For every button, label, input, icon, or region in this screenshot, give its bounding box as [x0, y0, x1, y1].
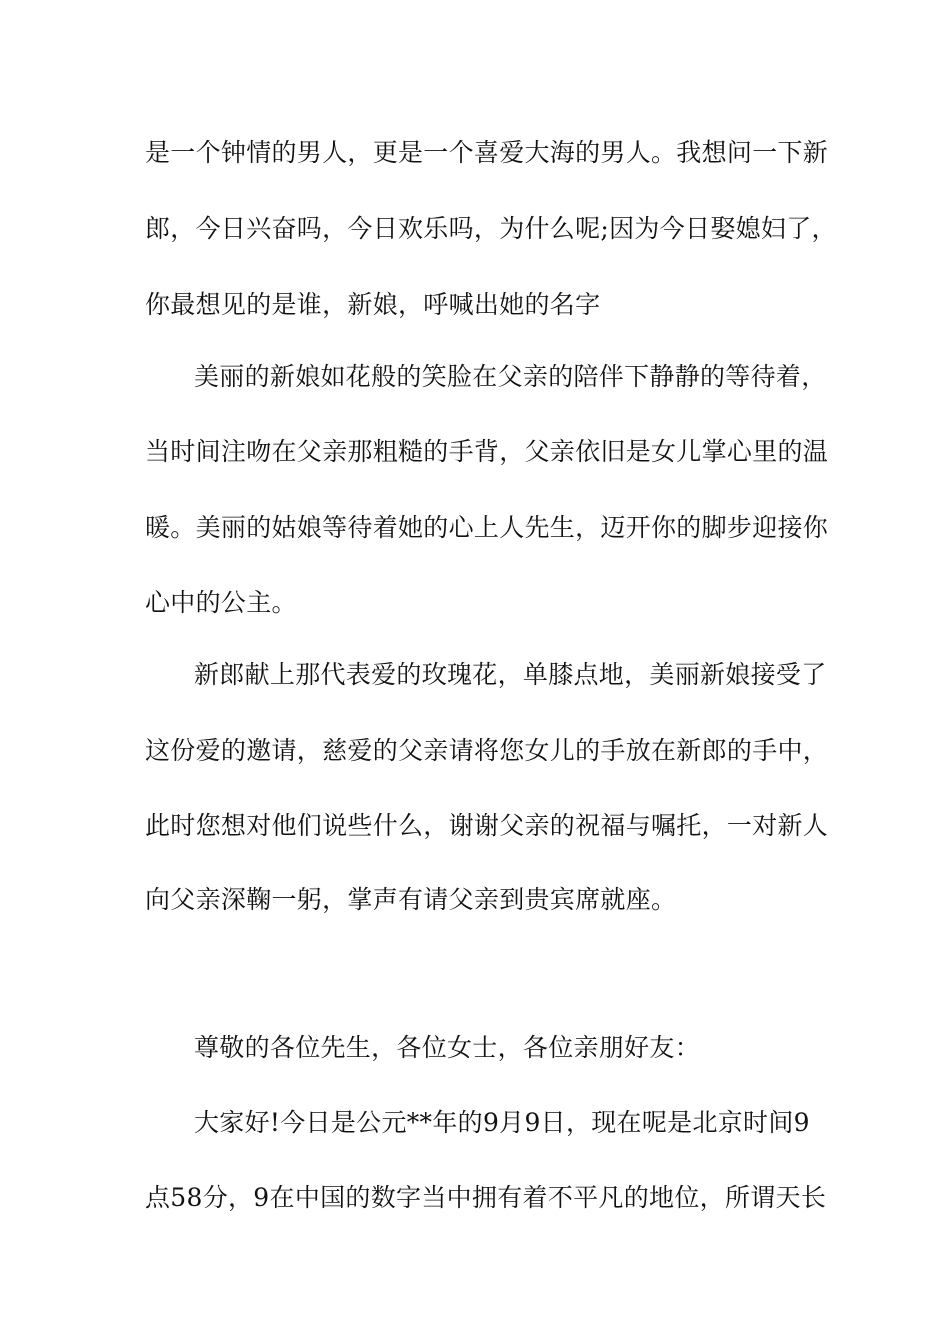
text-line: 美丽的新娘如花般的笑脸在父亲的陪伴下静静的等待着， — [194, 362, 827, 391]
text-line: 新郎献上那代表爱的玫瑰花，单膝点地，美丽新娘接受了 — [194, 660, 827, 689]
text-line: 是一个钟情的男人，更是一个喜爱大海的男人。我想问一下新 — [145, 138, 829, 167]
text-line: 这份爱的邀请，慈爱的父亲请将您女儿的手放在新郎的手中， — [145, 736, 829, 765]
text-line: 大家好!今日是公元**年的9月9日，现在呢是北京时间9 — [194, 1108, 810, 1137]
text-line: 暖。美丽的姑娘等待着她的心上人先生，迈开你的脚步迎接你 — [145, 513, 829, 542]
text-line: 此时您想对他们说些什么，谢谢父亲的祝福与嘱托，一对新人 — [145, 811, 829, 840]
text-line: 郎，今日兴奋吗，今日欢乐吗，为什么呢;因为今日娶媳妇了， — [145, 214, 837, 243]
text-line: 你最想见的是谁，新娘，呼喊出她的名字 — [145, 290, 601, 319]
text-line: 向父亲深鞠一躬，掌声有请父亲到贵宾席就座。 — [145, 885, 677, 914]
text-line: 心中的公主。 — [145, 588, 297, 617]
text-line: 当时间注吻在父亲那粗糙的手背，父亲依旧是女儿掌心里的温 — [145, 437, 829, 466]
salutation-line: 尊敬的各位先生，各位女士，各位亲朋好友： — [194, 1033, 701, 1062]
text-line: 点58分，9在中国的数字当中拥有着不平凡的地位，所谓天长 — [145, 1183, 827, 1212]
